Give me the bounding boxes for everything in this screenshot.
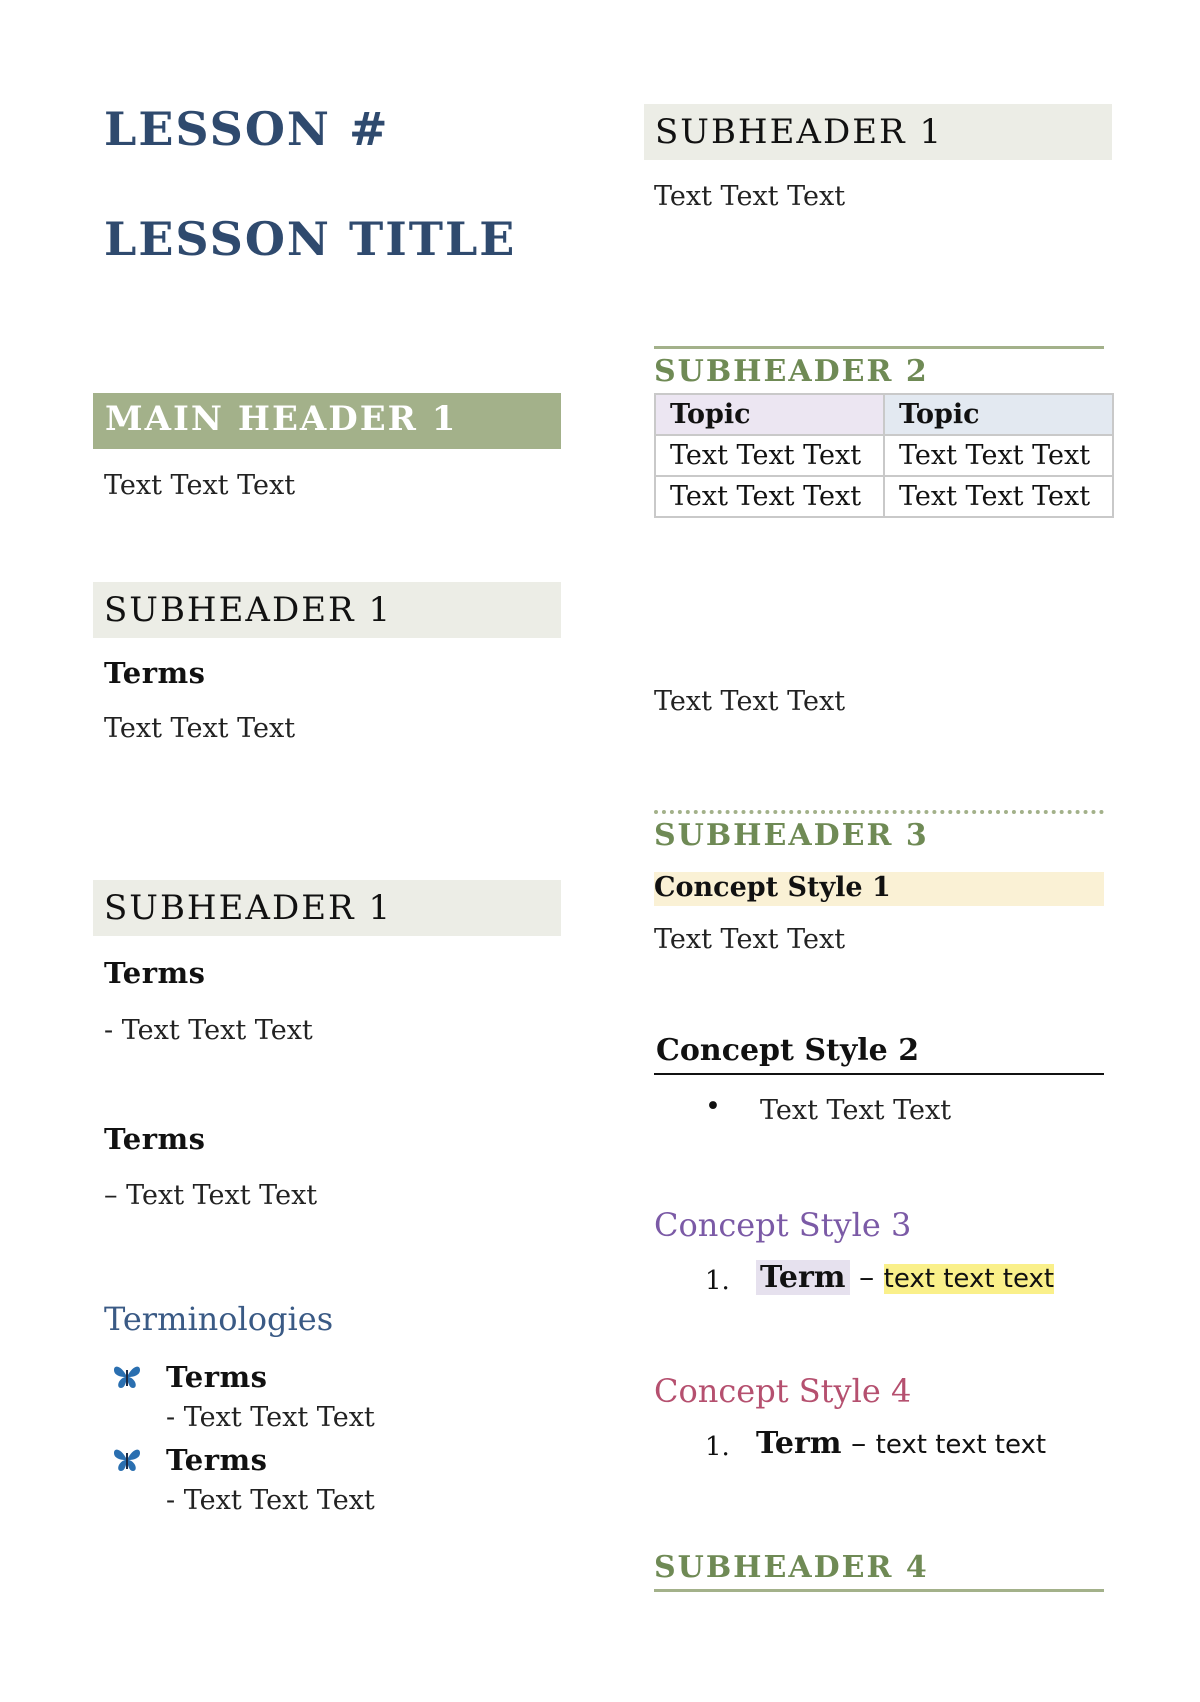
- table-cell: Text Text Text: [655, 435, 884, 476]
- main-text: Text Text Text: [104, 470, 296, 501]
- terminology-term: Terms: [166, 1360, 268, 1394]
- terms-label: Terms: [104, 1122, 206, 1156]
- list-number: 1.: [705, 1432, 730, 1462]
- concept-style-3-label: Concept Style 3: [654, 1206, 912, 1244]
- table-row: [655, 435, 1113, 476]
- main-header-label: MAIN HEADER 1: [105, 399, 458, 439]
- terminology-text: - Text Text Text: [166, 1402, 375, 1433]
- term-label: Term: [756, 1426, 842, 1461]
- concept-style-1-label: Concept Style 1: [654, 872, 891, 903]
- subheader-bar: [93, 582, 561, 638]
- subheader-bar: [644, 104, 1112, 160]
- section-rule: [654, 810, 1104, 814]
- lesson-title: LESSON TITLE: [104, 212, 517, 266]
- subheader-text: Text Text Text: [654, 686, 846, 717]
- terms-text: - Text Text Text: [104, 1015, 313, 1046]
- table-cell: Text Text Text: [655, 476, 884, 517]
- concept-style-2-label: Concept Style 2: [656, 1033, 920, 1068]
- bullet-text: Text Text Text: [760, 1095, 952, 1126]
- list-number: 1.: [705, 1266, 730, 1296]
- terms-label: Terms: [104, 956, 206, 990]
- terms-label: Terms: [104, 656, 206, 690]
- table-header-row: [655, 394, 1113, 435]
- subheader-bar: [93, 880, 561, 936]
- dash: –: [851, 1426, 867, 1461]
- concept-4-item: [756, 1426, 1046, 1461]
- concept-style-1-bar: [654, 872, 1104, 906]
- topic-table: [654, 393, 1114, 518]
- section-rule: [654, 1589, 1104, 1592]
- term-label: Term: [756, 1260, 850, 1295]
- term-text: text text text: [875, 1430, 1047, 1460]
- subheader-2-label: SUBHEADER 2: [654, 354, 929, 389]
- subheader-text: Text Text Text: [654, 181, 846, 212]
- table-row: [655, 476, 1113, 517]
- table-cell: Text Text Text: [884, 476, 1113, 517]
- subheader-4-label: SUBHEADER 4: [654, 1550, 929, 1585]
- subheader-label: SUBHEADER 1: [104, 590, 393, 630]
- concept-3-item: [756, 1260, 1054, 1295]
- terminology-term: Terms: [166, 1443, 268, 1477]
- concept-style-2-header: [654, 1033, 1104, 1075]
- terms-text: – Text Text Text: [104, 1180, 318, 1211]
- section-rule: [654, 346, 1104, 349]
- terminologies-heading: Terminologies: [104, 1300, 334, 1338]
- main-header: [93, 393, 561, 449]
- concept-text: Text Text Text: [654, 924, 846, 955]
- table-header-cell: Topic: [655, 394, 884, 435]
- table-header-cell: Topic: [884, 394, 1113, 435]
- subheader-3-label: SUBHEADER 3: [654, 818, 929, 853]
- lesson-number: LESSON #: [104, 102, 390, 156]
- terminology-text: - Text Text Text: [166, 1485, 375, 1516]
- highlighted-text: text text text: [883, 1264, 1055, 1294]
- table-cell: Text Text Text: [884, 435, 1113, 476]
- subheader-label: SUBHEADER 1: [655, 112, 944, 152]
- butterfly-icon: [112, 1364, 142, 1390]
- butterfly-icon: [112, 1447, 142, 1473]
- subheader-label: SUBHEADER 1: [104, 888, 393, 928]
- terms-text: Text Text Text: [104, 713, 296, 744]
- bullet-icon: •: [705, 1091, 721, 1122]
- concept-style-4-label: Concept Style 4: [654, 1372, 912, 1410]
- dash: –: [859, 1260, 875, 1295]
